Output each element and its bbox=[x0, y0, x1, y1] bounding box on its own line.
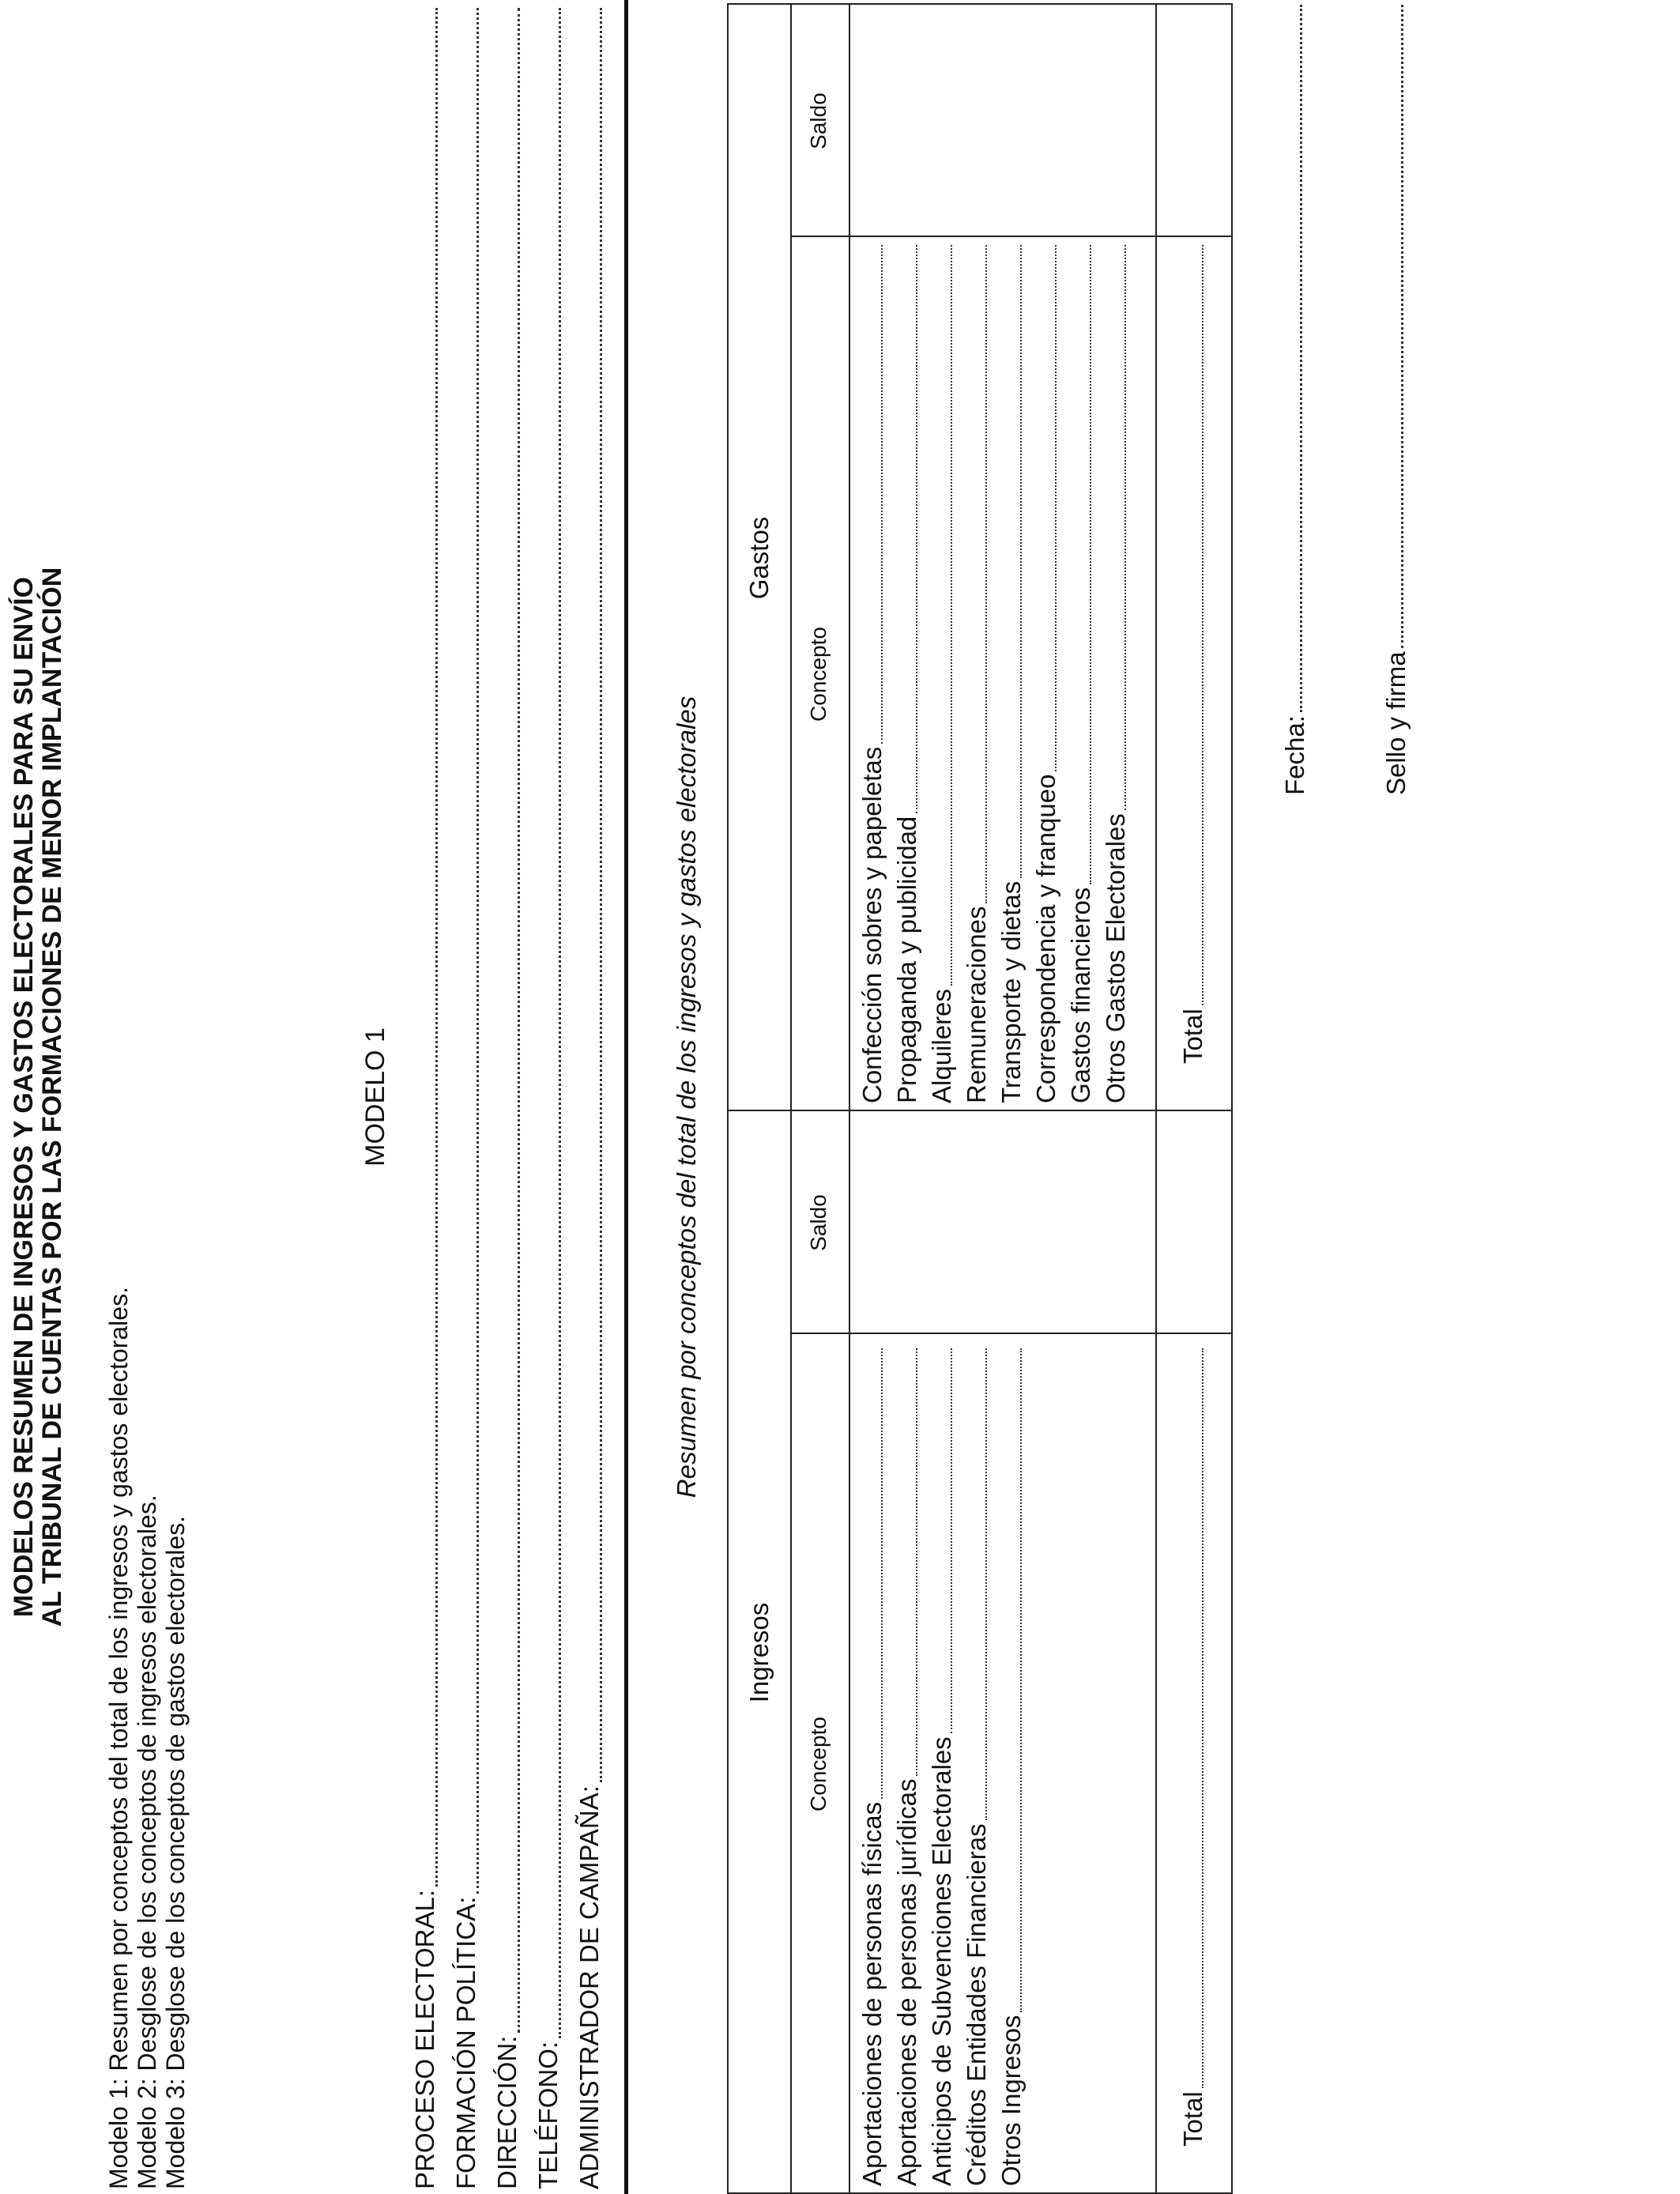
dotted-fill-line bbox=[517, 8, 520, 2033]
gastos-row-alquileres bbox=[925, 245, 959, 1103]
ingresos-row-aportaciones-juridicas bbox=[890, 1348, 925, 2186]
dotted-leader bbox=[1201, 1348, 1203, 2088]
row-label: Confección sobres y papeletas bbox=[857, 746, 887, 1103]
dotted-leader bbox=[1054, 245, 1057, 771]
table-header-divider bbox=[790, 3, 792, 2194]
row-label: Otros Gastos Electorales bbox=[1101, 813, 1130, 1103]
table-subheader-divider bbox=[849, 3, 850, 2194]
ingresos-total-row bbox=[1176, 1348, 1211, 2147]
table-border-bottom bbox=[1231, 3, 1233, 2194]
fecha-field[interactable] bbox=[1280, 5, 1310, 795]
field-formacion-politica[interactable] bbox=[446, 8, 487, 2189]
sello-firma-field[interactable] bbox=[1381, 5, 1411, 795]
dotted-leader bbox=[880, 245, 883, 744]
row-label: Propaganda y publicidad bbox=[892, 816, 921, 1103]
gastos-row-confeccion-sobres bbox=[855, 245, 890, 1103]
dotted-leader bbox=[950, 1348, 952, 1733]
dotted-fill-line bbox=[558, 8, 561, 2038]
dotted-leader bbox=[915, 1348, 917, 1776]
row-label: Alquileres bbox=[927, 989, 956, 1103]
ingresos-row-otros-ingresos bbox=[994, 1348, 1029, 2186]
ingresos-saldo-divider bbox=[790, 1333, 1233, 1334]
fecha-label: Fecha: bbox=[1280, 715, 1309, 795]
ingresos-header: Ingresos bbox=[744, 1602, 774, 1703]
dotted-leader bbox=[985, 245, 987, 903]
field-administrador-de-campana[interactable] bbox=[569, 8, 610, 2189]
table-caption: Resumen por conceptos del total de los ingresos y gastos electorales bbox=[672, 696, 701, 1498]
field-label: ADMINISTRADOR DE CAMPAÑA: bbox=[574, 1785, 604, 2189]
dotted-leader bbox=[1019, 245, 1022, 878]
gastos-row-correspondencia bbox=[1029, 245, 1064, 1103]
intro-line-modelo-1: Modelo 1: Resumen por conceptos del total de los ingresos y gastos electorales. bbox=[104, 1287, 133, 2189]
field-proceso-electoral[interactable] bbox=[405, 8, 446, 2189]
dotted-fill-line bbox=[476, 8, 479, 1894]
field-label: DIRECCIÓN: bbox=[492, 2035, 522, 2189]
field-label: FORMACIÓN POLÍTICA: bbox=[451, 1896, 480, 2189]
ingresos-row-anticipos-subvenciones bbox=[925, 1348, 959, 2186]
ingresos-saldo-header: Saldo bbox=[806, 1194, 831, 1251]
field-telefono[interactable] bbox=[528, 8, 569, 2189]
intro-line-modelo-3: Modelo 3: Desglose de los conceptos de gastos electorales. bbox=[161, 1515, 190, 2189]
total-label: Total bbox=[1178, 2091, 1207, 2147]
sello-firma-label: Sello y firma bbox=[1381, 651, 1411, 795]
table-total-divider bbox=[1155, 3, 1157, 2194]
dotted-fill-line bbox=[599, 8, 602, 1782]
total-label: Total bbox=[1178, 1008, 1207, 1064]
row-label: Créditos Entidades Financieras bbox=[962, 1823, 991, 2186]
gastos-header: Gastos bbox=[744, 516, 774, 600]
modelo-label: MODELO 1 bbox=[360, 1027, 390, 1167]
row-label: Gastos financieros bbox=[1066, 887, 1095, 1103]
dotted-leader bbox=[1019, 1348, 1022, 2012]
field-label: PROCESO ELECTORAL: bbox=[410, 1889, 439, 2189]
row-label: Anticipos de Subvenciones Electorales bbox=[927, 1736, 956, 2186]
row-label: Remuneraciones bbox=[962, 906, 991, 1103]
gastos-concepto-header: Concepto bbox=[806, 627, 831, 722]
gastos-total-row bbox=[1176, 245, 1211, 1064]
dotted-leader bbox=[915, 245, 917, 813]
table-border-right bbox=[727, 3, 1233, 5]
gastos-row-propaganda bbox=[890, 245, 925, 1103]
dotted-leader bbox=[1201, 245, 1203, 1005]
ingresos-row-creditos-entidades bbox=[959, 1348, 994, 2186]
section-divider bbox=[624, 0, 628, 2194]
gastos-saldo-divider bbox=[790, 236, 1233, 237]
document-title-line-1: MODELOS RESUMEN DE INGRESOS Y GASTOS ELECTORALES PARA SU ENVÍO bbox=[9, 576, 39, 1618]
dotted-leader bbox=[1124, 245, 1126, 810]
gastos-row-remuneraciones bbox=[959, 245, 994, 1103]
field-direccion[interactable] bbox=[487, 8, 528, 2189]
row-label: Transporte y dietas bbox=[996, 880, 1026, 1103]
row-label: Aportaciones de personas jurídicas bbox=[892, 1778, 921, 2186]
field-label: TELÉFONO: bbox=[533, 2041, 563, 2189]
dotted-fill-line bbox=[1299, 5, 1302, 712]
gastos-saldo-header: Saldo bbox=[806, 92, 831, 149]
dotted-leader bbox=[950, 245, 952, 986]
dotted-leader bbox=[985, 1348, 987, 1820]
ingresos-concepto-header: Concepto bbox=[806, 1717, 831, 1811]
dotted-fill-line bbox=[435, 8, 438, 1887]
row-label: Correspondencia y franqueo bbox=[1031, 774, 1060, 1103]
intro-line-modelo-2: Modelo 2: Desglose de los conceptos de ingresos electorales. bbox=[133, 1495, 161, 2189]
dotted-fill-line bbox=[1400, 5, 1403, 648]
gastos-row-otros-gastos bbox=[1098, 245, 1133, 1103]
gastos-row-transporte bbox=[994, 245, 1029, 1103]
dotted-leader bbox=[880, 1348, 883, 1799]
table-border-top bbox=[727, 3, 729, 2194]
document-title-line-2: AL TRIBUNAL DE CUENTAS POR LAS FORMACIONES DE MENOR IMPLANTACIÓN bbox=[37, 567, 67, 1627]
ingresos-row-aportaciones-fisicas bbox=[855, 1348, 890, 2186]
row-label: Otros Ingresos bbox=[996, 2015, 1026, 2186]
row-label: Aportaciones de personas físicas bbox=[857, 1801, 887, 2186]
dotted-leader bbox=[1089, 245, 1091, 884]
ingresos-gastos-divider bbox=[727, 1110, 1233, 1111]
gastos-row-gastos-financieros bbox=[1064, 245, 1098, 1103]
